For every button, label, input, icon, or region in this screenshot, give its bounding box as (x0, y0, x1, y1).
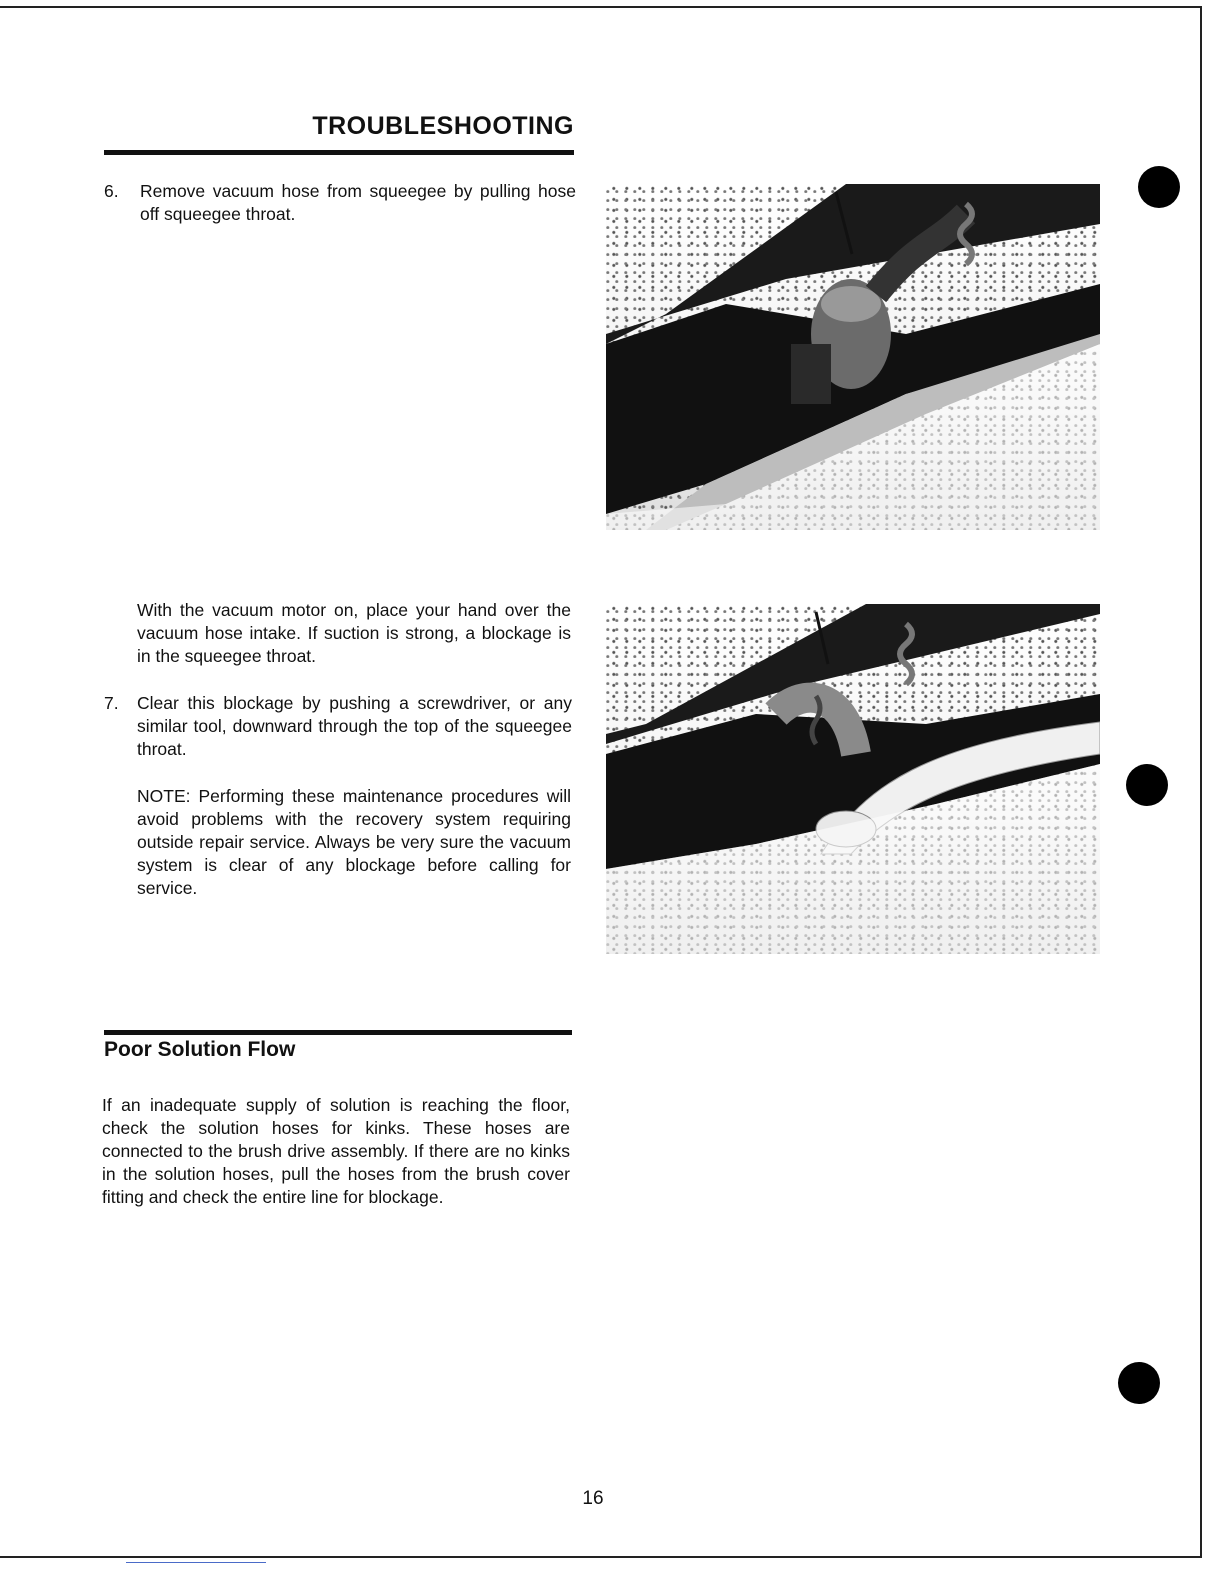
step-7-number: 7. (104, 693, 119, 713)
section-title: Poor Solution Flow (104, 1038, 296, 1061)
section-rule (104, 1030, 572, 1035)
step-6-text: Remove vacuum hose from squeegee by pulling hose off squeegee throat. (140, 181, 576, 224)
section-body: If an inadequate supply of solution is reaching the floor, check the solution hoses for kinks. These hoses are connected to the brush drive assembly. If there are no kinks in the solution hoses, pull the hoses from the brush cover fitting and check the entire line for blockage. (102, 1095, 570, 1207)
scan-artifact-line (126, 1562, 266, 1563)
page-border-bottom (0, 1556, 1202, 1558)
title-rule (104, 150, 574, 155)
binder-hole-icon (1126, 764, 1168, 806)
step-6 (104, 180, 576, 230)
step-7 (104, 692, 572, 764)
maintenance-note: NOTE: Performing these maintenance procedures will avoid problems with the recovery system requiring outside repair service. Always be very sure the vacuum system is clear of any blockage before calling for service. (137, 786, 571, 898)
page-number: 16 (582, 1488, 604, 1509)
squeegee-photo-drawing (606, 184, 1100, 530)
step-7-text: Clear this blockage by pushing a screwdriver, or any similar tool, downward through the top of the squeegee throat. (137, 693, 572, 759)
binder-hole-icon (1138, 166, 1180, 208)
hand-photo-drawing (606, 604, 1100, 954)
binder-hole-icon (1118, 1362, 1160, 1404)
squeegee-hose-removal-photo (606, 184, 1100, 530)
hand-over-hose-intake-photo (606, 604, 1100, 954)
page-title: TROUBLESHOOTING (312, 112, 574, 140)
page-border-top (0, 6, 1202, 8)
suction-check-paragraph: With the vacuum motor on, place your hand over the vacuum hose intake. If suction is strong, a blockage is in the squeegee throat. (137, 600, 571, 666)
step-6-number: 6. (104, 181, 119, 201)
page-border-right (1200, 6, 1202, 1558)
